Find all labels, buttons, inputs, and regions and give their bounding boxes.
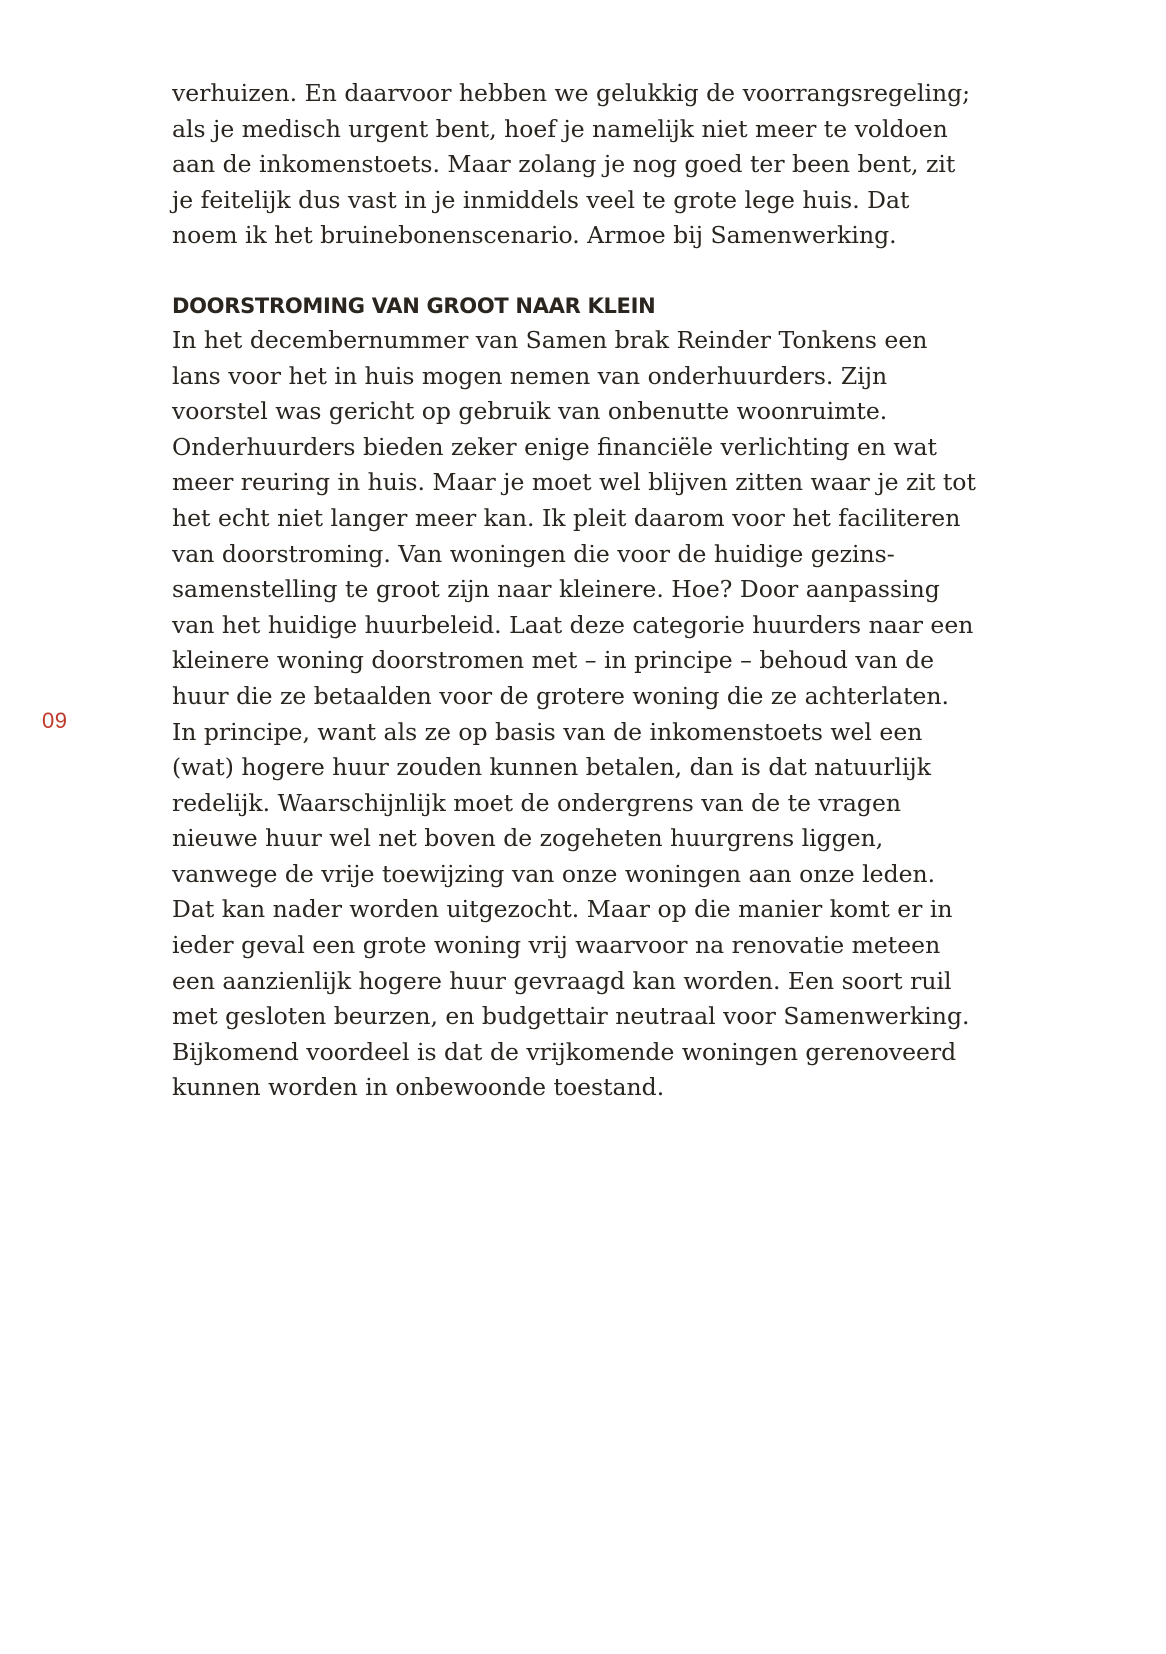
text-line: Dat kan nader worden uitgezocht. Maar op die manier komt er in xyxy=(172,895,953,924)
text-line: nieuwe huur wel net boven de zogeheten huurgrens liggen, xyxy=(172,824,884,853)
text-line: aan de inkomenstoets. Maar zolang je nog goed ter been bent, zit xyxy=(172,150,956,179)
section-paragraph xyxy=(172,323,1012,1106)
text-line: vanwege de vrije toewijzing van onze woningen aan onze leden. xyxy=(172,859,936,888)
text-line: als je medisch urgent bent, hoef je namelijk niet meer te voldoen xyxy=(172,114,948,143)
text-line: een aanzienlijk hogere huur gevraagd kan worden. Een soort ruil xyxy=(172,966,952,995)
intro-paragraph xyxy=(172,76,1012,254)
text-line: kleinere woning doorstromen met – in principe – behoud van de xyxy=(172,646,935,675)
text-line: Onderhuurders bieden zeker enige financiële verlichting en wat xyxy=(172,432,937,461)
text-line: Bijkomend voordeel is dat de vrijkomende woningen gerenoveerd xyxy=(172,1037,957,1066)
text-line: van het huidige huurbeleid. Laat deze categorie huurders naar een xyxy=(172,610,974,639)
text-line: In principe, want als ze op basis van de inkomenstoets wel een xyxy=(172,717,923,746)
text-line: noem ik het bruinebonenscenario. Armoe bij Samenwerking. xyxy=(172,221,897,250)
text-line: voorstel was gericht op gebruik van onbenutte woonruimte. xyxy=(172,397,888,426)
text-line: met gesloten beurzen, en budgettair neutraal voor Samenwerking. xyxy=(172,1002,970,1031)
text-line: (wat) hogere huur zouden kunnen betalen, dan is dat natuurlijk xyxy=(172,753,931,782)
text-line: het echt niet langer meer kan. Ik pleit daarom voor het faciliteren xyxy=(172,503,961,532)
text-line: samenstelling te groot zijn naar kleinere. Hoe? Door aanpassing xyxy=(172,575,940,604)
text-line: meer reuring in huis. Maar je moet wel blijven zitten waar je zit tot xyxy=(172,468,976,497)
text-line: ieder geval een grote woning vrij waarvoor na renovatie meteen xyxy=(172,931,941,960)
text-line: In het decembernummer van Samen brak Reinder Tonkens een xyxy=(172,325,928,354)
section-heading: DOORSTROMING VAN GROOT NAAR KLEIN xyxy=(172,293,656,318)
text-line: van doorstroming. Van woningen die voor de huidige gezins- xyxy=(172,539,895,568)
text-line: lans voor het in huis mogen nemen van onderhuurders. Zijn xyxy=(172,361,888,390)
article-column xyxy=(172,76,1012,1106)
text-line: verhuizen. En daarvoor hebben we gelukkig de voorrangsregeling; xyxy=(172,79,971,107)
text-line: kunnen worden in onbewoonde toestand. xyxy=(172,1073,665,1102)
text-line: redelijk. Waarschijnlijk moet de ondergrens van de te vragen xyxy=(172,788,902,817)
text-line: huur die ze betaalden voor de grotere woning die ze achterlaten. xyxy=(172,681,950,710)
page-number: 09 xyxy=(42,708,68,733)
text-line: je feitelijk dus vast in je inmiddels veel te grote lege huis. Dat xyxy=(172,185,910,214)
